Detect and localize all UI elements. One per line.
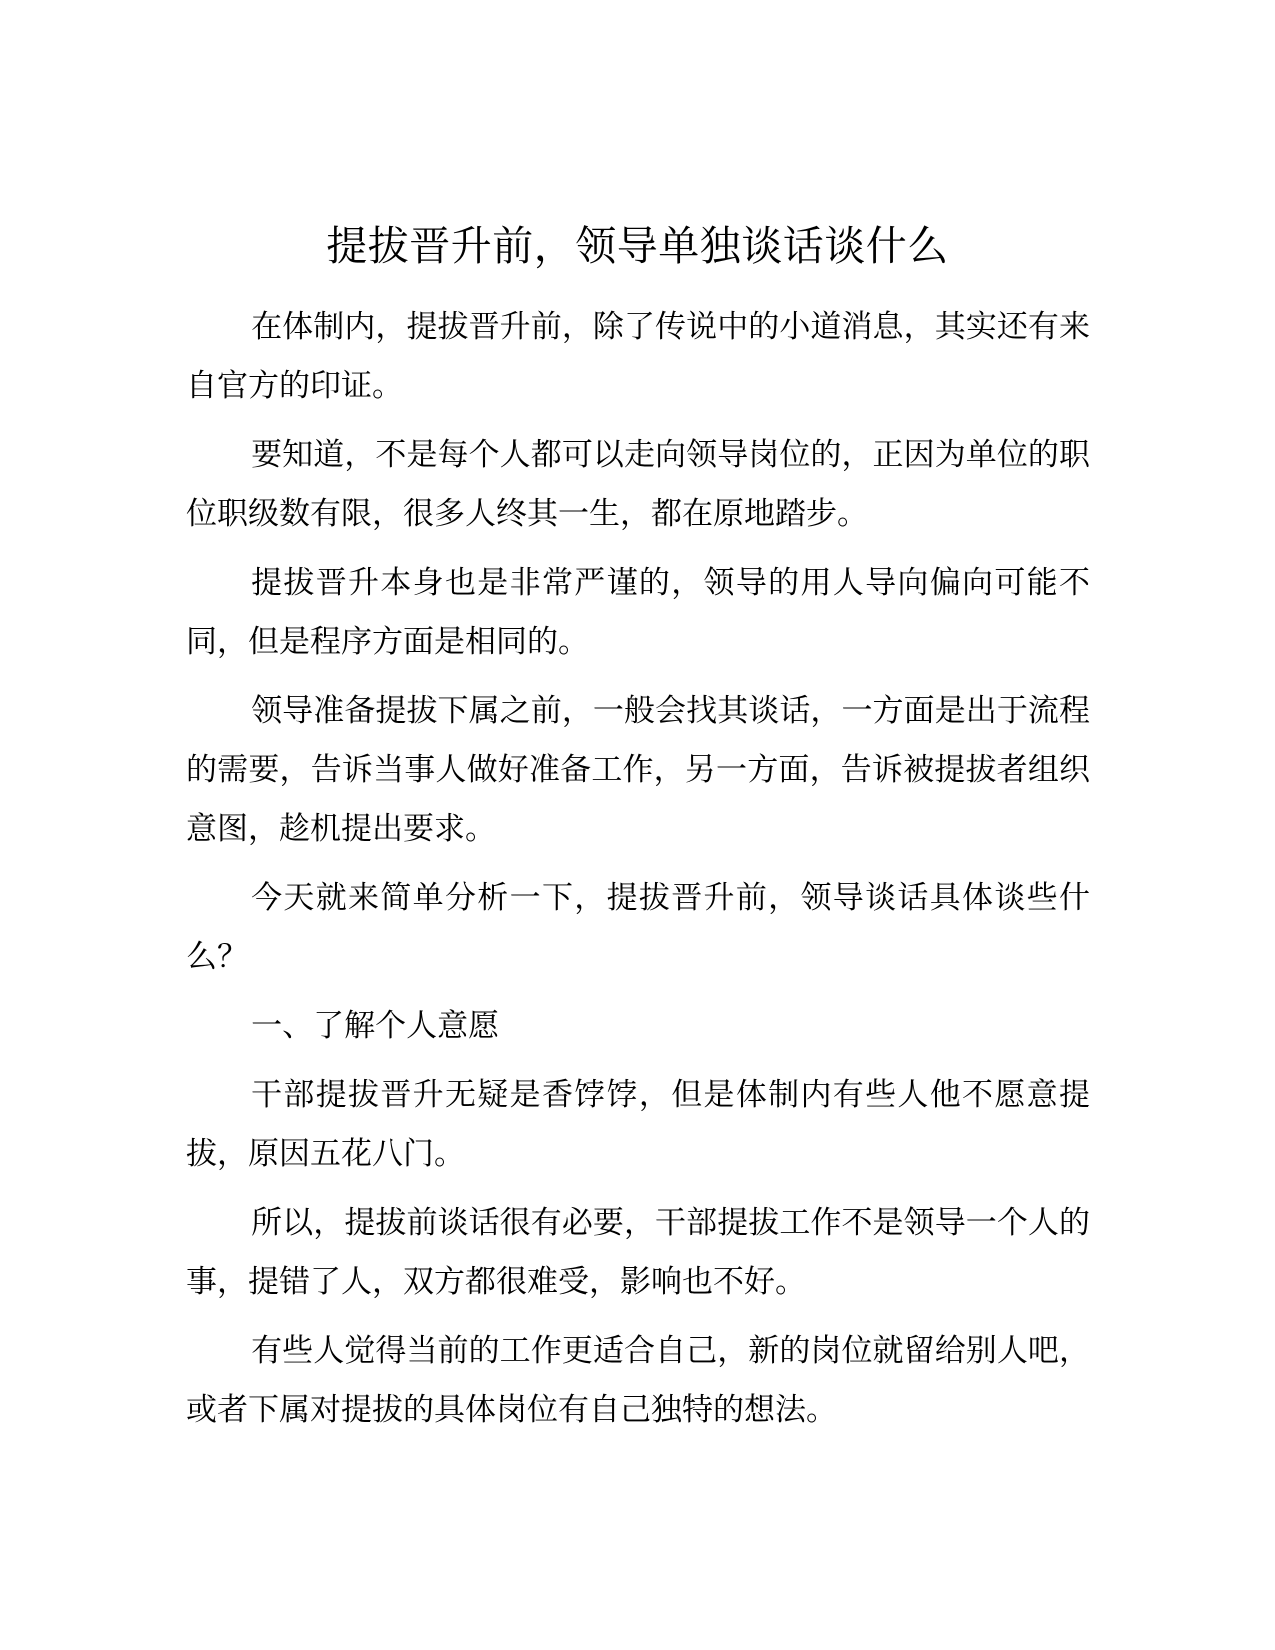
- paragraph: 干部提拔晋升无疑是香饽饽，但是体制内有些人他不愿意提拔，原因五花八门。: [186, 1077, 1090, 1172]
- paragraph: 有些人觉得当前的工作更适合自己，新的岗位就留给别人吧，或者下属对提拔的具体岗位有自己独特的想法。: [186, 1333, 1090, 1428]
- paragraph: 所以，提拔前谈话很有必要，干部提拔工作不是领导一个人的事，提错了人，双方都很难受，影响也不好。: [186, 1205, 1090, 1300]
- section-heading: 一、了解个人意愿: [251, 1008, 500, 1044]
- paragraph: 今天就来简单分析一下，提拔晋升前，领导谈话具体谈些什么？: [186, 880, 1090, 975]
- paragraph: 领导准备提拔下属之前，一般会找其谈话，一方面是出于流程的需要，告诉当事人做好准备工作，另一方面，告诉被提拔者组织意图，趁机提出要求。: [186, 693, 1090, 847]
- document-body: [186, 298, 1090, 1450]
- paragraph: 要知道，不是每个人都可以走向领导岗位的，正因为单位的职位职级数有限，很多人终其一生，都在原地踏步。: [186, 437, 1090, 532]
- paragraph: 提拔晋升本身也是非常严谨的，领导的用人导向偏向可能不同，但是程序方面是相同的。: [186, 565, 1090, 660]
- paragraph: 在体制内，提拔晋升前，除了传说中的小道消息，其实还有来自官方的印证。: [186, 309, 1090, 404]
- document-title: 提拔晋升前，领导单独谈话谈什么: [326, 222, 949, 270]
